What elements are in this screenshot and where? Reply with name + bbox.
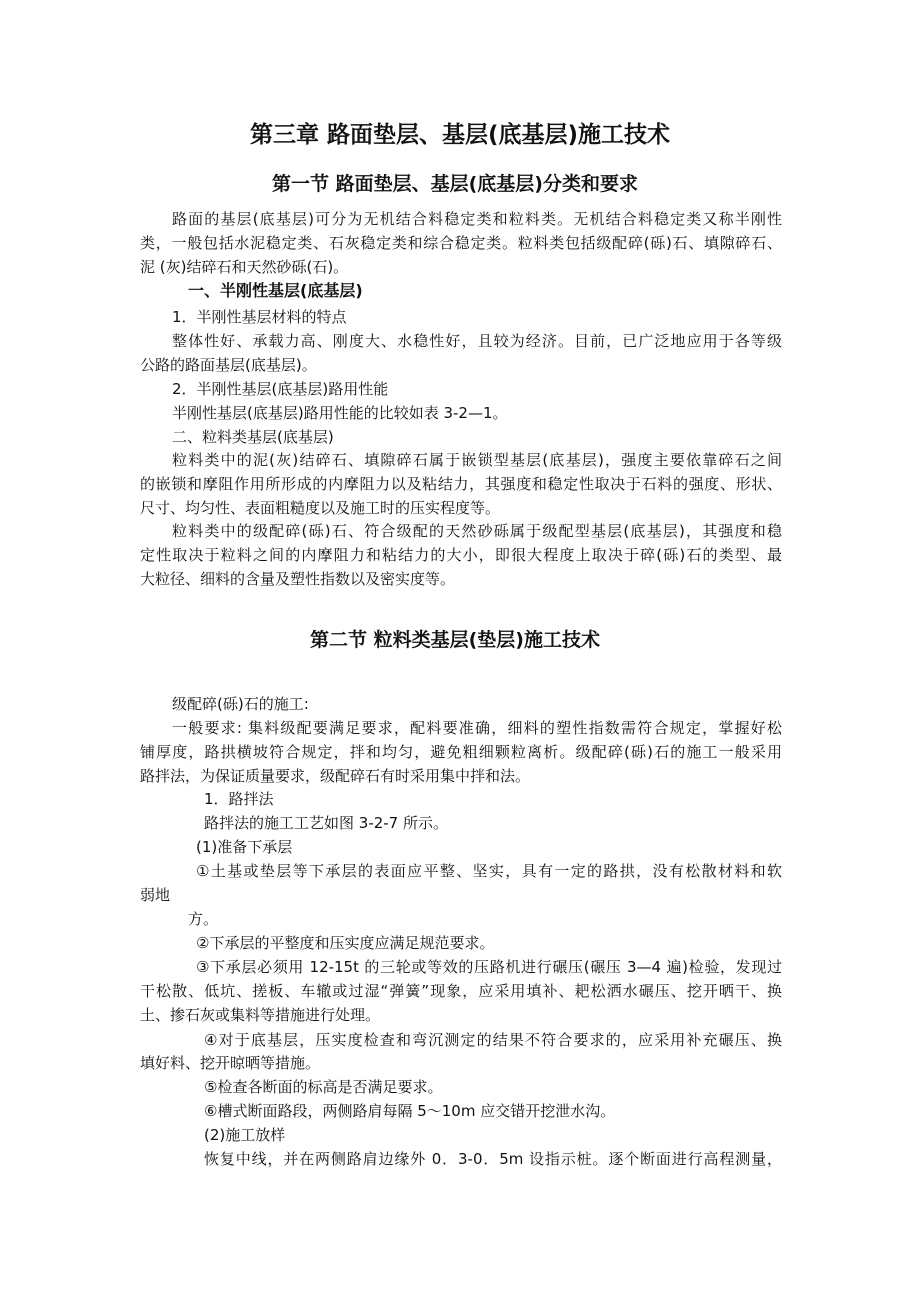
paragraph-line: 一般要求: 集料级配要满足要求，配料要准确，细料的塑性指数需符合规定，掌握好松 bbox=[172, 719, 782, 737]
paragraph-line: 方。 bbox=[188, 910, 219, 928]
paragraph-line: 1．半刚性基层材料的特点 bbox=[172, 308, 347, 326]
section-2-heading: 第二节 粒料类基层(垫层)施工技术 bbox=[310, 629, 600, 651]
paragraph-line: 粒料类中的泥(灰)结碎石、填隙碎石属于嵌锁型基层(底基层)，强度主要依靠碎石之间 bbox=[172, 451, 782, 469]
paragraph-line: ⑤检查各断面的标高是否满足要求。 bbox=[204, 1078, 443, 1096]
paragraph-line: (2)施工放样 bbox=[204, 1126, 286, 1144]
paragraph-line: 尺寸、均匀性、表面粗糙度以及施工时的压实程度等。 bbox=[140, 499, 501, 517]
paragraph-line: 粒料类中的级配碎(砾)石、符合级配的天然砂砾属于级配型基层(底基层)，其强度和稳 bbox=[172, 522, 782, 540]
paragraph-line: 大粒径、细料的含量及塑性指数以及密实度等。 bbox=[140, 570, 456, 588]
paragraph-line: 填好料、挖开晾晒等措施。 bbox=[140, 1054, 321, 1072]
paragraph-line: ①土基或垫层等下承层的表面应平整、坚实，具有一定的路拱，没有松散材料和软 bbox=[196, 862, 782, 880]
paragraph-line: 土、掺石灰或集料等措施进行处理。 bbox=[140, 1006, 381, 1024]
paragraph-line: 类，一般包括水泥稳定类、石灰稳定类和综合稳定类。粒料类包括级配碎(砾)石、填隙碎石、 bbox=[140, 234, 782, 252]
paragraph-line: 恢复中线，并在两侧路肩边缘外 0．3-0．5m 设指示桩。逐个断面进行高程测量， bbox=[204, 1150, 782, 1168]
paragraph-line: 级配碎(砾)石的施工: bbox=[172, 695, 309, 713]
paragraph-line: 定性取决于粒料之间的内摩阻力和粘结力的大小，即很大程度上取决于碎(砾)石的类型、最 bbox=[140, 546, 782, 564]
section-1-heading: 第一节 路面垫层、基层(底基层)分类和要求 bbox=[272, 173, 638, 195]
paragraph-line: ④对于底基层，压实度检查和弯沉测定的结果不符合要求的，应采用补充碾压、换 bbox=[204, 1031, 782, 1049]
paragraph-line: ③下承层必须用 12-15t 的三轮或等效的压路机进行碾压(碾压 3—4 遍)检验，发现过 bbox=[196, 958, 782, 976]
paragraph-line: 二、粒料类基层(底基层) bbox=[172, 428, 334, 446]
paragraph-line: 公路的路面基层(底基层)。 bbox=[140, 356, 317, 374]
paragraph-line: 干松散、低坑、搓板、车辙或过湿“弹簧”现象，应采用填补、耙松洒水碾压、挖开晒干、换 bbox=[140, 982, 782, 1000]
paragraph-line: 的嵌锁和摩阻作用所形成的内摩阻力以及粘结力，其强度和稳定性取决于石料的强度、形状、 bbox=[140, 475, 782, 493]
paragraph-line: 1．路拌法 bbox=[204, 790, 274, 808]
paragraph-line: 弱地 bbox=[140, 886, 171, 904]
subsection-heading: 一、半刚性基层(底基层) bbox=[188, 281, 363, 300]
paragraph-line: 铺厚度，路拱横坡符合规定，拌和均匀，避免粗细颗粒离析。级配碎(砾)石的施工一般采用 bbox=[140, 743, 782, 761]
chapter-title: 第三章 路面垫层、基层(底基层)施工技术 bbox=[249, 122, 671, 148]
paragraph-line: 泥 (灰)结碎石和天然砂砾(石)。 bbox=[140, 258, 349, 276]
paragraph-line: 路拌法的施工工艺如图 3-2-7 所示。 bbox=[204, 814, 448, 832]
paragraph-line: (1)准备下承层 bbox=[196, 838, 293, 856]
paragraph-line: 路拌法，为保证质量要求，级配碎石有时采用集中拌和法。 bbox=[140, 767, 531, 785]
paragraph-line: 2．半刚性基层(底基层)路用性能 bbox=[172, 380, 389, 398]
paragraph-line: ②下承层的平整度和压实度应满足规范要求。 bbox=[196, 934, 495, 952]
paragraph-line: 路面的基层(底基层)可分为无机结合料稳定类和粒料类。无机结合料稳定类又称半刚性 bbox=[172, 210, 782, 228]
paragraph-line: 半刚性基层(底基层)路用性能的比较如表 3-2—1。 bbox=[172, 404, 508, 422]
paragraph-line: 整体性好、承载力高、刚度大、水稳性好，且较为经济。目前，已广泛地应用于各等级 bbox=[172, 332, 782, 350]
paragraph-line: ⑥槽式断面路段，两侧路肩每隔 5～10m 应交错开挖泄水沟。 bbox=[204, 1102, 616, 1120]
